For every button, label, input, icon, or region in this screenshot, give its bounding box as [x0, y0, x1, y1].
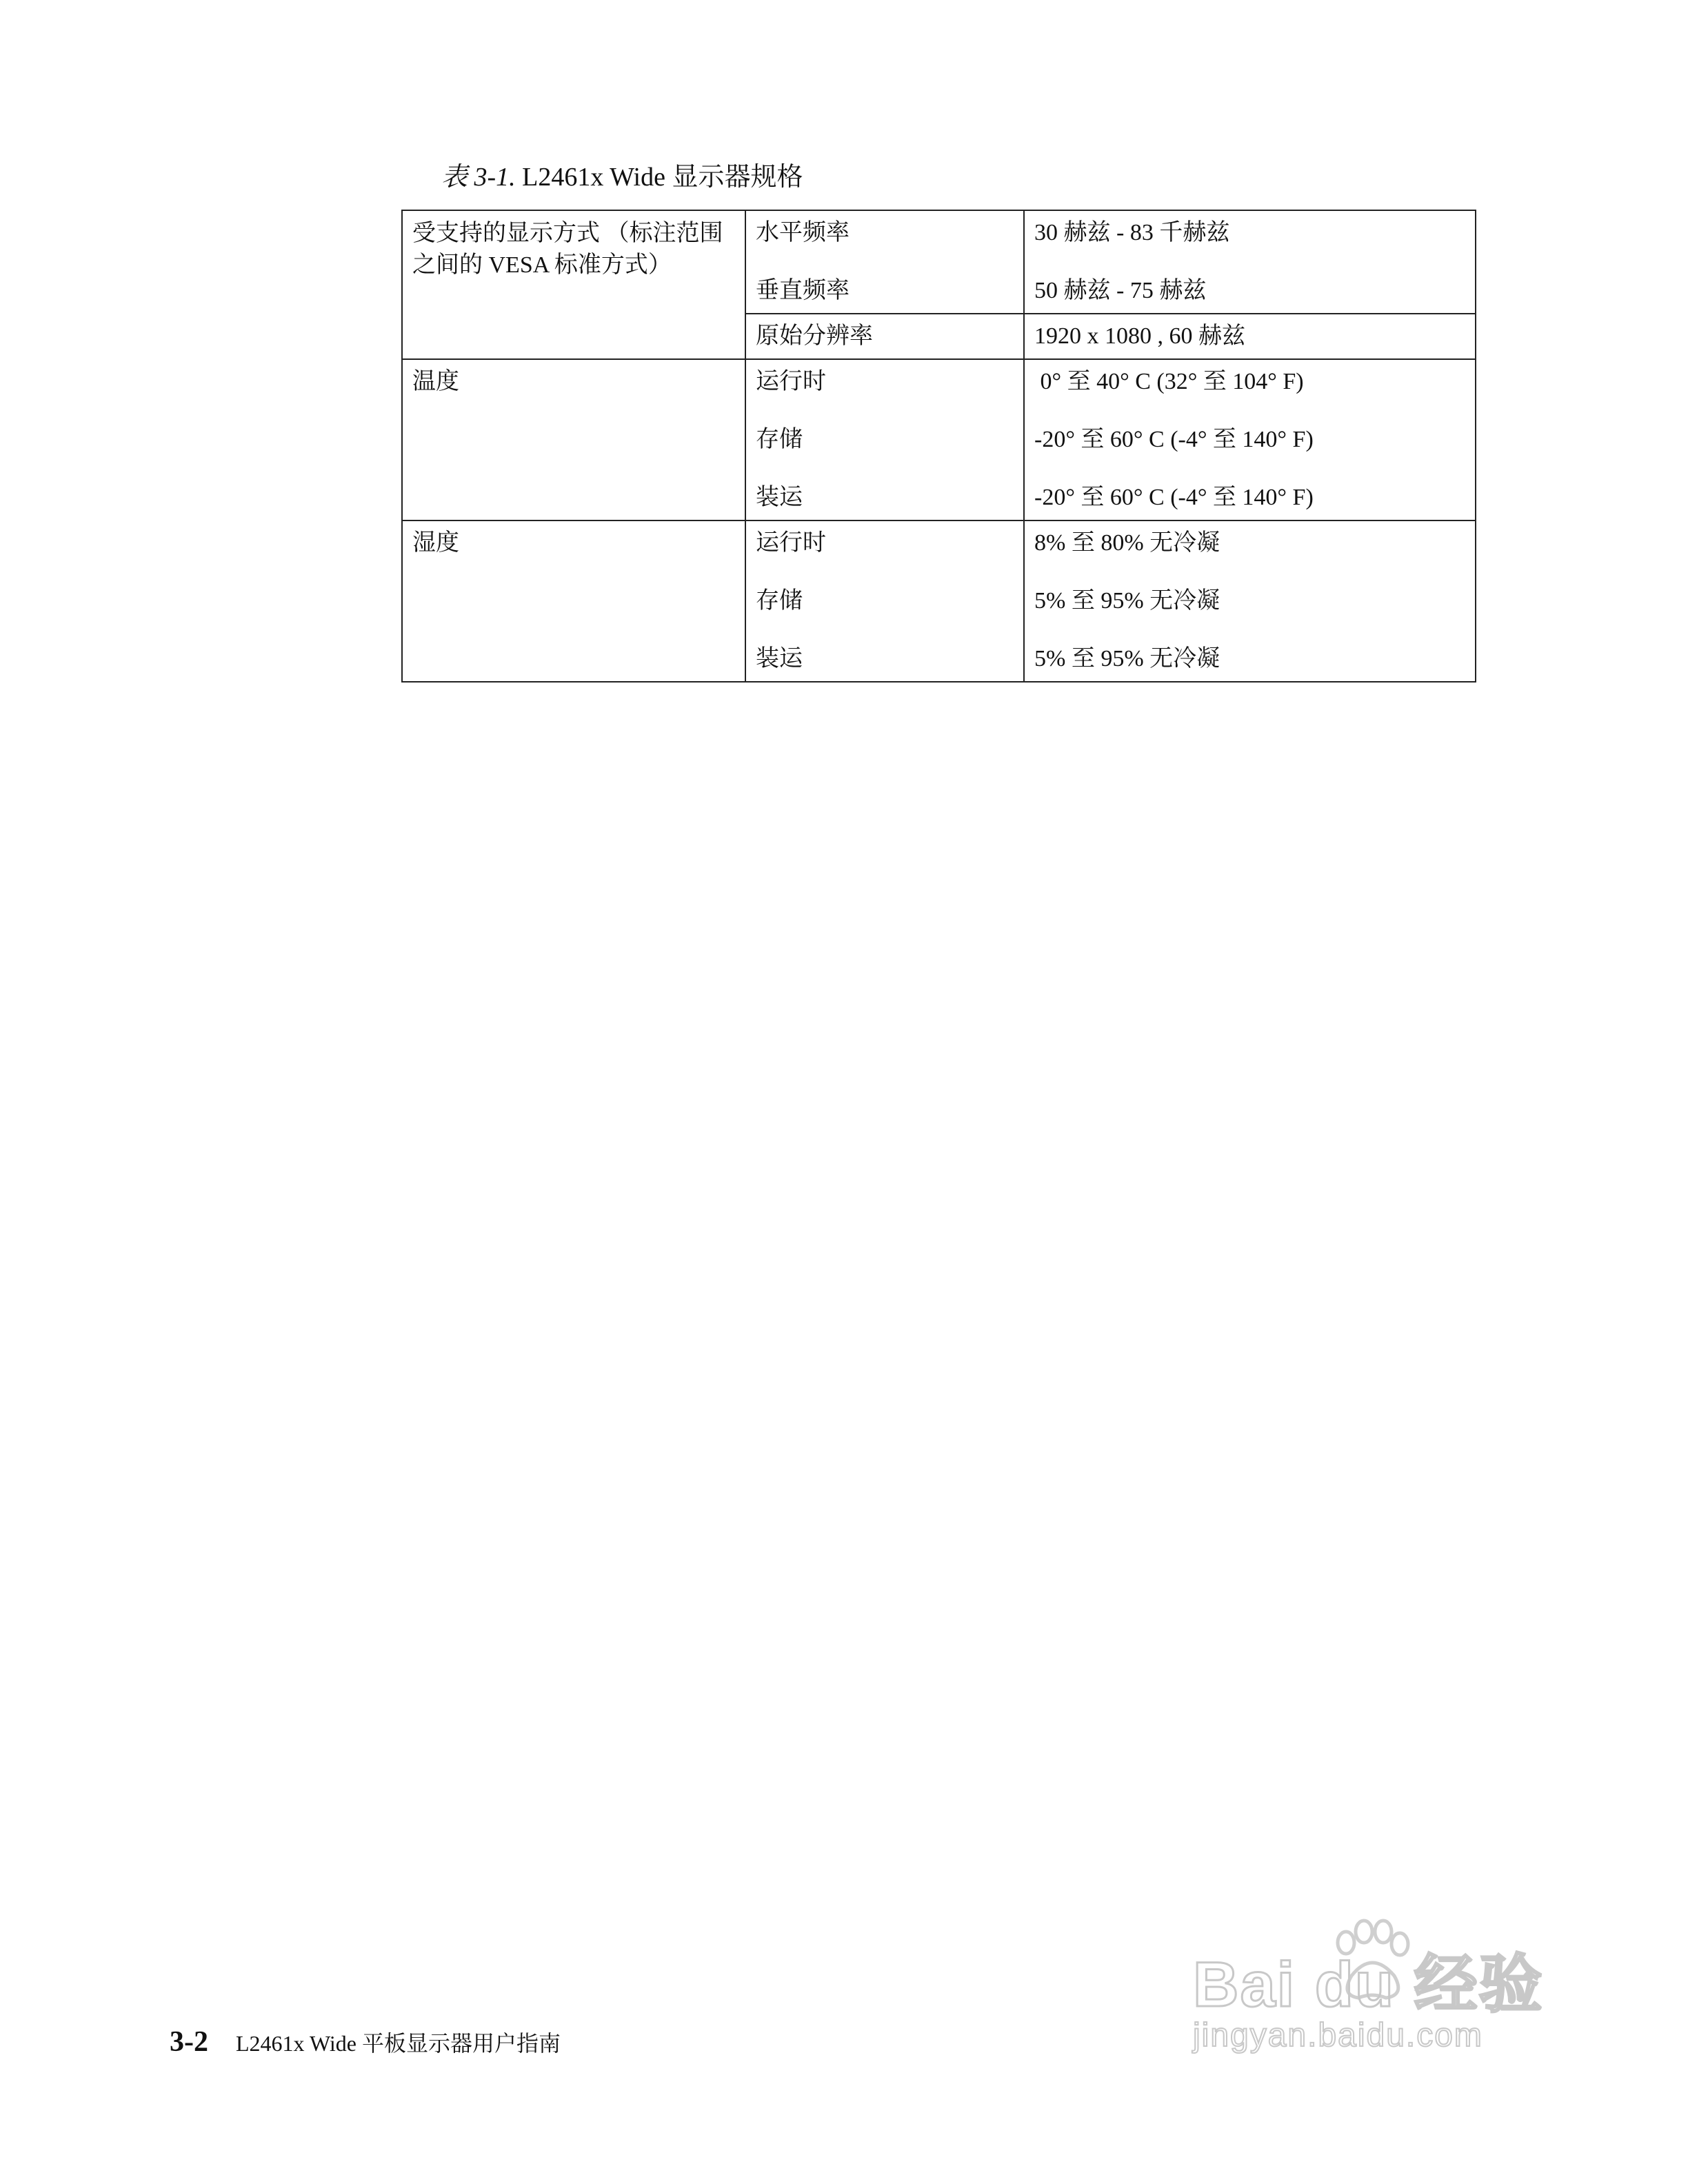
param-value: 5% 至 95% 无冷凝	[1034, 646, 1220, 671]
param-value: -20° 至 60° C (-4° 至 140° F)	[1034, 427, 1314, 452]
watermark-brand: Bai du 经验	[1193, 1950, 1544, 2020]
param-name-cell	[745, 520, 1024, 682]
page-footer	[170, 2025, 561, 2059]
param-name-cell	[745, 314, 1024, 359]
param-value-cell	[1024, 520, 1476, 682]
param-name: 装运	[756, 646, 803, 671]
param-value: 50 赫兹 - 75 赫兹	[1034, 278, 1207, 303]
param-value: 5% 至 95% 无冷凝	[1034, 588, 1220, 614]
table-row	[402, 520, 1476, 682]
param-value-cell	[1024, 359, 1476, 520]
table-row	[402, 210, 1476, 314]
param-name: 垂直频率	[756, 278, 850, 303]
group-label-temperature: 温度	[412, 369, 459, 394]
param-value: 0° 至 40° C (32° 至 104° F)	[1034, 369, 1304, 394]
baidu-jingyan-watermark	[1186, 1910, 1572, 2054]
group-label-display-modes: 受支持的显示方式 （标注范围之间的 VESA 标准方式）	[412, 221, 723, 278]
table-row	[402, 359, 1476, 520]
param-name: 原始分辨率	[756, 323, 873, 349]
group-label-humidity: 湿度	[412, 530, 459, 556]
footer-title: L2461x Wide 平板显示器用户指南	[236, 2031, 561, 2056]
table-caption	[441, 160, 803, 194]
table-caption-title: L2461x Wide 显示器规格	[522, 163, 803, 192]
watermark-url: jingyan.baidu.com	[1193, 2017, 1483, 2054]
param-name: 水平频率	[756, 220, 850, 245]
spec-table	[401, 210, 1476, 682]
param-name-cell	[745, 210, 1024, 314]
param-name: 存储	[756, 427, 803, 452]
group-label-cell	[402, 359, 745, 520]
group-label-cell	[402, 520, 745, 682]
param-name: 装运	[756, 485, 803, 510]
param-name-cell	[745, 359, 1024, 520]
param-name: 存储	[756, 588, 803, 614]
param-name: 运行时	[756, 530, 826, 556]
param-value: 30 赫兹 - 83 千赫兹	[1034, 220, 1230, 245]
param-value: -20° 至 60° C (-4° 至 140° F)	[1034, 485, 1314, 510]
param-value: 8% 至 80% 无冷凝	[1034, 530, 1220, 556]
param-value-cell	[1024, 314, 1476, 359]
group-label-cell	[402, 210, 745, 359]
param-value: 1920 x 1080 , 60 赫兹	[1034, 323, 1245, 349]
param-name: 运行时	[756, 369, 826, 394]
page-number: 3-2	[170, 2026, 208, 2058]
table-caption-label: 表 3-1.	[441, 163, 516, 192]
param-value-cell	[1024, 210, 1476, 314]
